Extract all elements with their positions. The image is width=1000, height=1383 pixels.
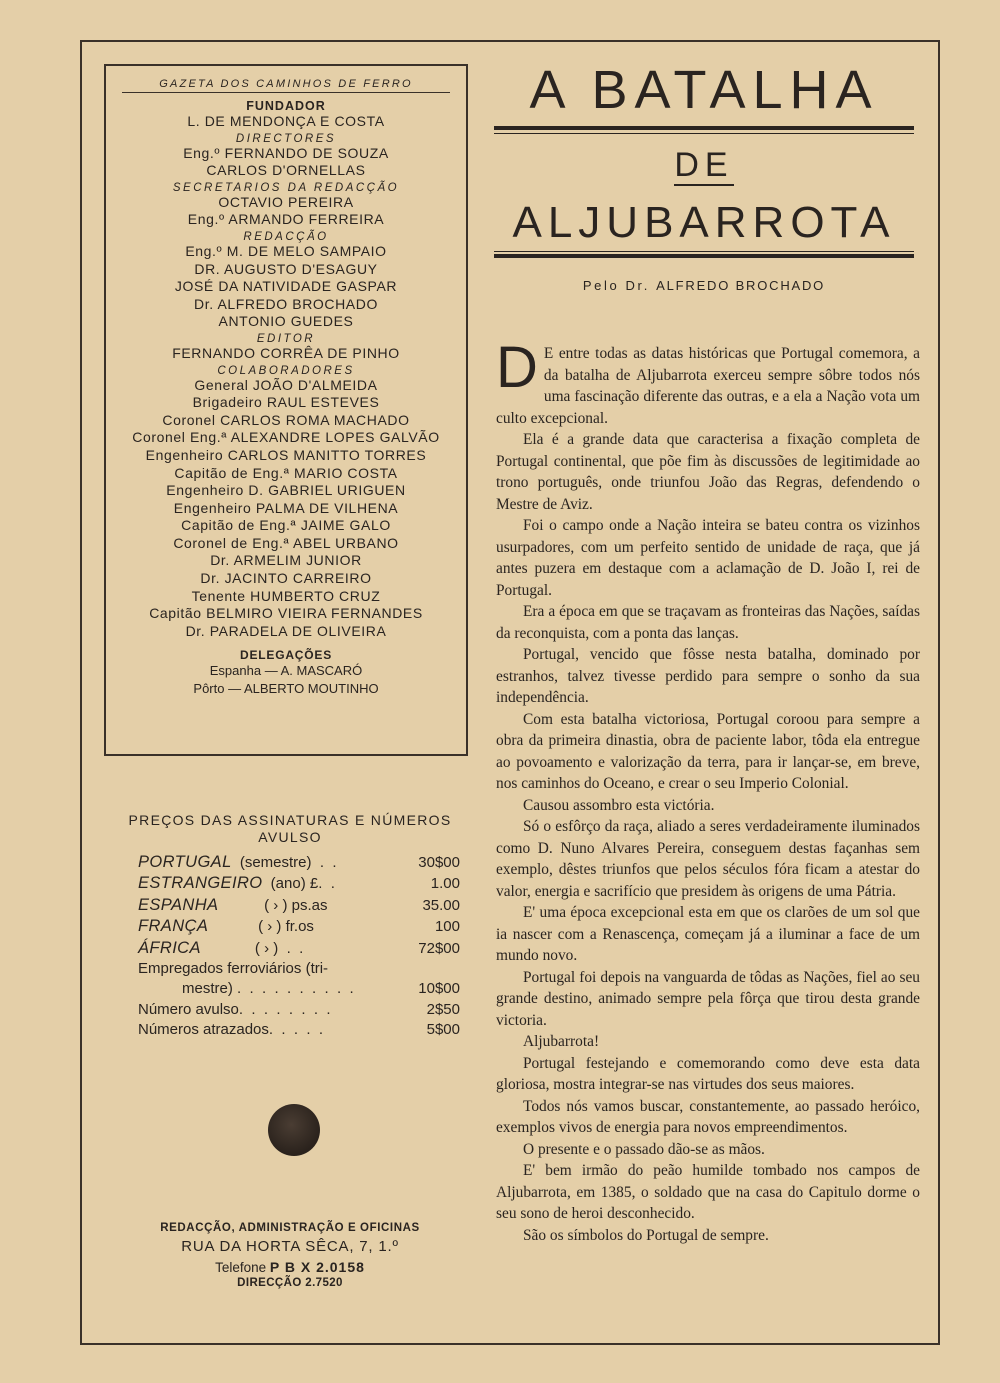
paragraph-text: E entre todas as datas históricas que Portugal comemora, a da batalha de Aljubarrota exerceu sempre sôbre todos nós uma fascinação diferente das outras, e a ela a Nação vota um culto excepcional.: [496, 345, 920, 427]
price-value: 10$00: [418, 980, 460, 998]
delegacao-entry: Espanha — A. MASCARÓ: [209, 663, 363, 679]
article-headline: [494, 52, 914, 258]
headline-rule: [494, 133, 914, 134]
price-row: [138, 938, 460, 959]
telefone-label: Telefone: [215, 1260, 267, 1275]
colaborador-name: Brigadeiro RAUL ESTEVES: [192, 394, 380, 411]
article-body: [496, 335, 920, 1246]
price-label: mestre) . . . . . . . . . .: [182, 980, 354, 998]
price-qualifier: (ano) £. .: [266, 875, 335, 893]
price-label: Números atrazados. . . . .: [138, 1021, 324, 1039]
price-value: 1.00: [430, 875, 460, 893]
colaborador-name: Capitão BELMIRO VIEIRA FERNANDES: [149, 605, 423, 622]
price-label: Número avulso. . . . . . . .: [138, 1000, 331, 1018]
redaccao-name: Dr. ALFREDO BROCHADO: [194, 295, 378, 312]
redaccao-name: DR. AUGUSTO D'ESAGUY: [194, 260, 378, 277]
delegacoes-label: DELEGAÇÕES: [239, 648, 332, 663]
price-value: 30$00: [418, 854, 460, 871]
colaborador-name: Capitão de Eng.ª JAIME GALO: [181, 517, 391, 534]
headline-line2: ALJUBARROTA: [512, 198, 896, 247]
article-paragraph: São os símbolos do Portugal de sempre.: [523, 1226, 769, 1244]
article-paragraph: O presente e o passado dão-se as mãos.: [523, 1140, 765, 1158]
price-country: PORTUGAL: [138, 853, 232, 871]
colaborador-name: Coronel Eng.ª ALEXANDRE LOPES GALVÃO: [132, 429, 440, 446]
headline-rule: [494, 254, 914, 258]
price-row: [138, 1020, 460, 1040]
price-value: 100: [434, 918, 460, 936]
article-paragraph: Era a época em que se traçavam as fronteiras das Nações, saídas da reconquista, com a ponta das lanças.: [496, 603, 920, 642]
article-paragraph: Portugal festejando e comemorando como deve esta data gloriosa, mostra integrar-se nas virtudes dos seus maiores.: [496, 1054, 920, 1093]
price-qualifier: ( › ) ps.as: [222, 896, 328, 914]
colaborador-name: Dr. JACINTO CARREIRO: [200, 570, 372, 587]
colaboradores-label: COLABORADORES: [217, 364, 355, 377]
article-paragraph: Causou assombro esta victória.: [523, 796, 715, 814]
director-name: Eng.º FERNANDO DE SOUZA: [183, 144, 389, 161]
secretario-name: OCTAVIO PEREIRA: [218, 193, 354, 210]
subscription-prices: [120, 812, 460, 1041]
fundador-name: L. DE MENDONÇA E COSTA: [187, 113, 385, 129]
secretario-name: Eng.º ARMANDO FERREIRA: [187, 211, 385, 228]
price-row: [138, 916, 460, 937]
article-paragraph: Ela é a grande data que caracterisa a fixação completa de Portugal continental, que põe fim às discussões de legitimidade ao trono português, onde triunfou João das Regras, defendendo o Mestre de Aviz.: [496, 431, 920, 513]
price-value: 35.00: [422, 896, 460, 914]
article-paragraph: Portugal foi depois na vanguarda de tôdas as Nações, fiel ao seu grande destino, animado sempre pela fôrça que tirou desta grande victoria.: [496, 968, 920, 1029]
article-paragraph: Portugal, vencido que fôsse nesta batalha, dominado por estranhos, talvez tivesse perdido para sempre o sonho da sua independência.: [496, 646, 920, 706]
delegacao-entry: Pôrto — ALBERTO MOUTINHO: [193, 681, 379, 697]
price-country: ESTRANGEIRO: [138, 874, 263, 893]
colaborador-name: Tenente HUMBERTO CRUZ: [191, 587, 381, 604]
article-paragraph: [496, 335, 920, 429]
colaborador-name: Engenheiro D. GABRIEL URIGUEN: [166, 482, 406, 499]
headline-de: DE: [674, 146, 734, 184]
price-row: [138, 959, 460, 979]
ink-stamp-dot: [268, 1104, 320, 1156]
article-paragraph: Todos nós vamos buscar, constantemente, ao passado heróico, exemplos vivos de energia para novos empreendimentos.: [496, 1097, 920, 1136]
address-direccao: DIRECÇÃO 2.7520: [237, 1277, 343, 1289]
price-label: Empregados ferroviários (tri-: [138, 960, 329, 978]
article-paragraph: Aljubarrota!: [523, 1033, 600, 1050]
telefone-number: P B X 2.0158: [269, 1259, 365, 1275]
directores-label: DIRECTORES: [235, 132, 337, 145]
price-row: [138, 979, 460, 999]
colaborador-name: Coronel CARLOS ROMA MACHADO: [162, 411, 410, 428]
colaborador-name: Capitão de Eng.ª MARIO COSTA: [174, 464, 398, 481]
masthead-title: GAZETA DOS CAMINHOS DE FERRO: [122, 78, 450, 93]
price-row: [138, 873, 460, 894]
prices-title: PREÇOS DAS ASSINATURAS E NÚMEROS AVULSO: [128, 812, 452, 845]
headline-line1: A BATALHA: [529, 60, 879, 120]
address-line: REDACÇÃO, ADMINISTRAÇÃO E OFICINAS: [160, 1222, 420, 1234]
director-name: CARLOS D'ORNELLAS: [206, 162, 366, 179]
colaborador-name: Coronel de Eng.ª ABEL URBANO: [173, 534, 399, 551]
price-value: 5$00: [426, 1021, 460, 1039]
price-qualifier: ( › ) fr.os: [212, 918, 314, 936]
price-value: 2$50: [426, 1000, 460, 1018]
article-paragraph: Com esta batalha victoriosa, Portugal coroou para sempre a obra da primeira dinastia, obra de paciente labor, tôda ela entregue ao povoamento e valorização da terra, para ir lançar-se, em breve, nos caminhos do Oceano, e crear o seu Imperio Colonial.: [496, 710, 920, 792]
address-street: RUA DA HORTA SÊCA, 7, 1.º: [181, 1238, 399, 1255]
secretarios-label: SECRETARIOS DA REDACÇÃO: [172, 181, 400, 194]
byline-author: ALFREDO BROCHADO: [656, 278, 826, 293]
address-block: [120, 1222, 460, 1289]
price-value: 72$00: [418, 939, 460, 957]
masthead-box: [104, 64, 468, 756]
price-country: ESPANHA: [138, 895, 219, 914]
article-paragraph: Só o esfôrço da raça, aliado a seres verdadeiramente iluminados como D. Nuno Alvares Pereira, conseguem destas façanhas sem exemplo, dêstes triunfos que pelos séculos fóra ficam a atestar do valor, energia e sacrifício que presidem às origens de uma Pátria.: [496, 818, 920, 900]
price-row: [138, 1000, 460, 1020]
redaccao-label: REDACÇÃO: [243, 230, 329, 243]
colaborador-name: General JOÃO D'ALMEIDA: [194, 376, 378, 393]
price-row: [138, 852, 460, 873]
article-paragraph: E' bem irmão do peão humilde tombado nos campos de Aljubarrota, em 1385, o soldado que na casa do Capitulo dorme o seu sono de heroi desconhecido.: [496, 1162, 920, 1222]
address-telefone: [120, 1259, 460, 1275]
redaccao-name: JOSÉ DA NATIVIDADE GASPAR: [174, 278, 398, 295]
price-qualifier: ( › ) . .: [204, 939, 304, 957]
colaborador-name: Dr. ARMELIM JUNIOR: [210, 552, 362, 569]
colaborador-name: Engenheiro CARLOS MANITTO TORRES: [145, 446, 427, 463]
price-qualifier: (semestre) . .: [235, 854, 337, 871]
headline-rule: [494, 126, 914, 130]
byline: [494, 278, 914, 293]
article-paragraph: Foi o campo onde a Nação inteira se bateu contra os vizinhos usurpadores, com um perfeito sentido de unidade de raça, que já antes puzera em destaque com a aclamação de D. João I, rei de Portugal.: [496, 517, 920, 599]
byline-prefix: Pelo Dr.: [582, 278, 650, 293]
article-paragraph: E' uma época excepcional esta em que os clarões de um sol que ia nascer com a Renascença, começam já a iluminar a face de um mundo novo.: [496, 904, 920, 964]
editor-label: EDITOR: [256, 332, 316, 345]
headline-rule: [494, 251, 914, 252]
colaborador-name: Engenheiro PALMA DE VILHENA: [173, 499, 399, 516]
dropcap: D: [496, 335, 538, 400]
redaccao-name: ANTONIO GUEDES: [218, 313, 354, 330]
price-country: ÁFRICA: [138, 938, 201, 957]
redaccao-name: Eng.º M. DE MELO SAMPAIO: [185, 242, 387, 259]
colaborador-name: Dr. PARADELA DE OLIVEIRA: [185, 622, 387, 639]
editor-name: FERNANDO CORRÊA DE PINHO: [172, 344, 400, 361]
price-country: FRANÇA: [138, 917, 209, 936]
fundador-label: FUNDADOR: [246, 99, 326, 113]
price-row: [138, 895, 460, 916]
